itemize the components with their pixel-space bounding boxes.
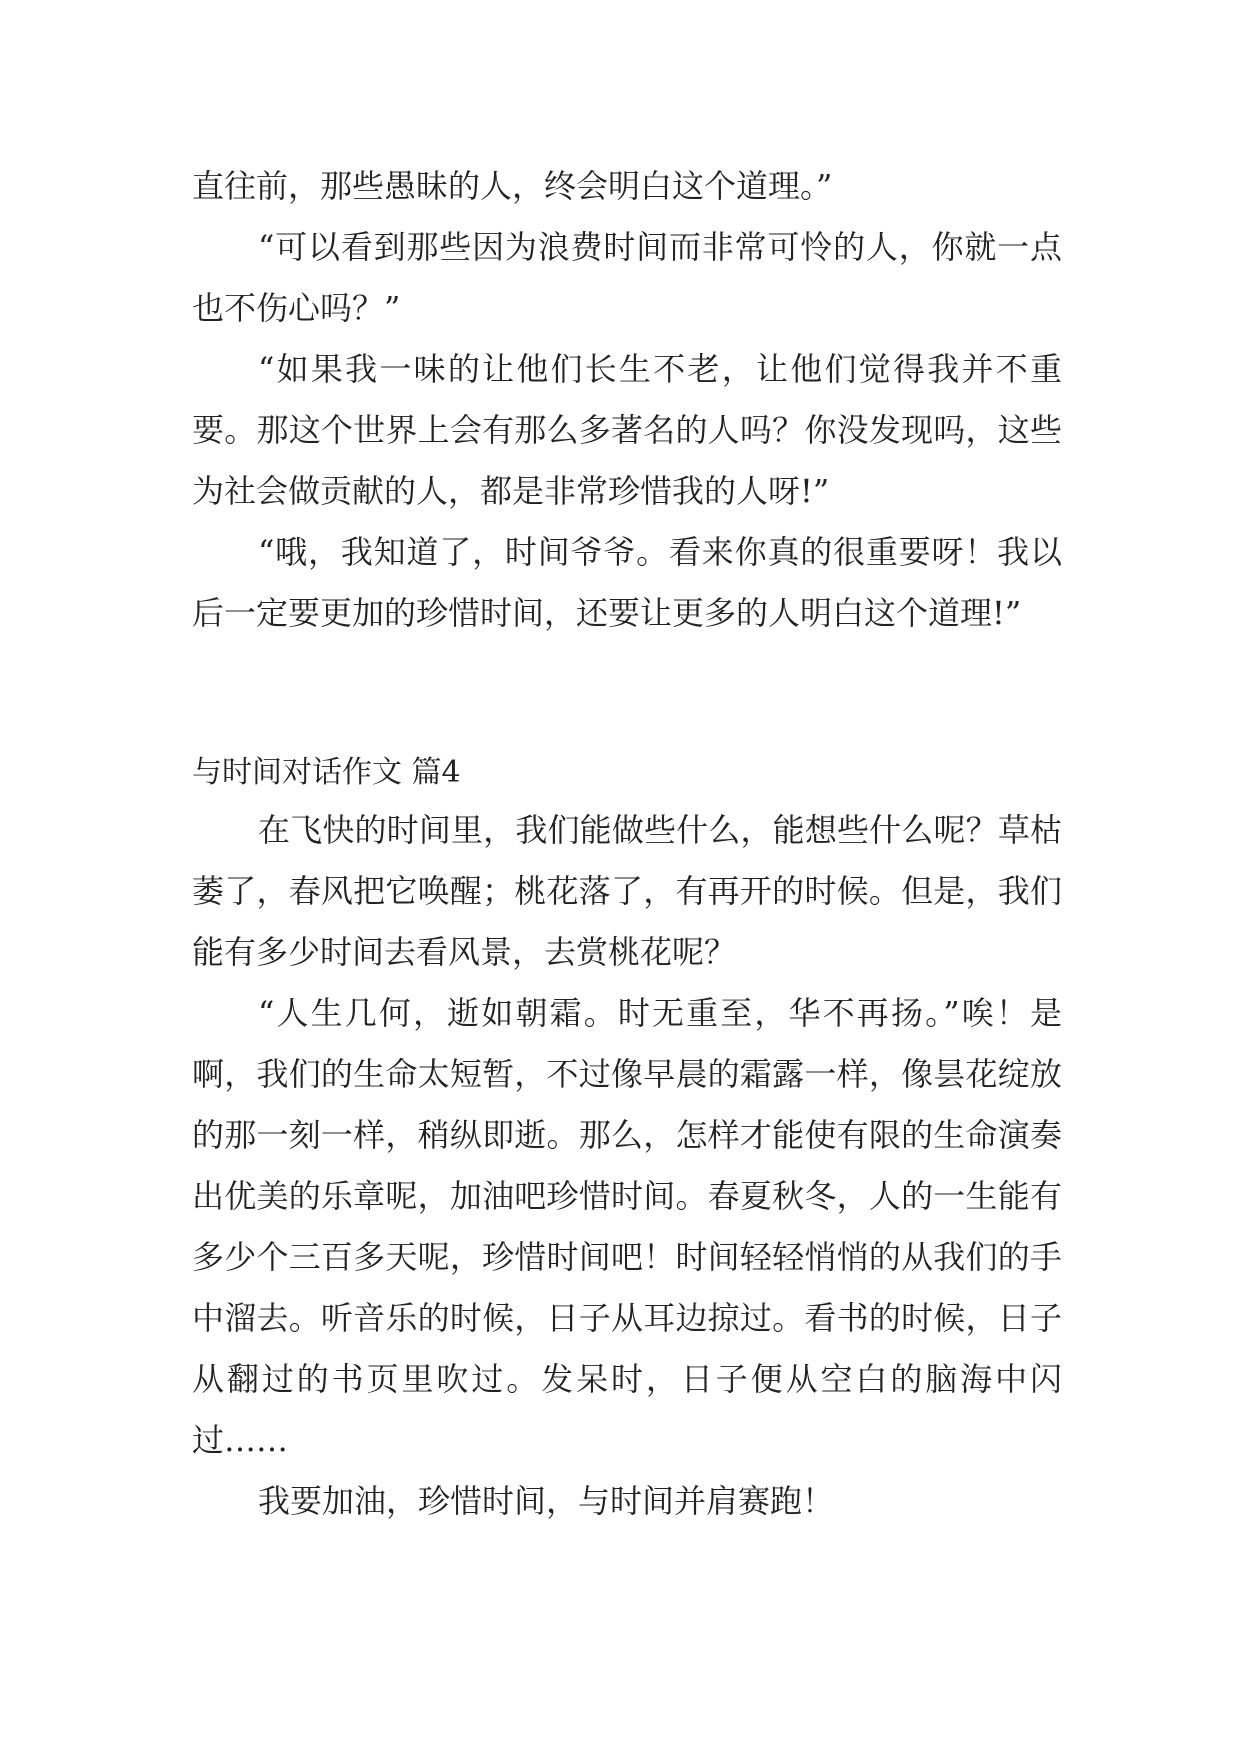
paragraph-continuation: 直往前，那些愚昧的人，终会明白这个道理。” xyxy=(192,167,833,205)
paragraph-conclusion: 我要加油，珍惜时间，与时间并肩赛跑！ xyxy=(258,1482,835,1520)
paragraph-intro: 在飞快的时间里，我们能做些什么，能想些什么呢？草枯萎了，春风把它唤醒；桃花落了，有再开的时候。但是，我们能有多少时间去看风景，去赏桃花呢？ xyxy=(192,811,1062,971)
paragraph-answer: “如果我一味的让他们长生不老，让他们觉得我并不重要。那这个世界上会有那么多著名的人吗？你没发现吗，这些为社会做贡献的人，都是非常珍惜我的人呀!” xyxy=(192,350,1062,510)
section-title: 与时间对话作文 篇4 xyxy=(192,755,461,790)
paragraph-question: “可以看到那些因为浪费时间而非常可怜的人，你就一点也不伤心吗？” xyxy=(192,228,1062,327)
paragraph-reflection: “人生几何，逝如朝霜。时无重至，华不再扬。”唉！是啊，我们的生命太短暂，不过像早晨的霜露一样，像昙花绽放的那一刻一样，稍纵即逝。那么，怎样才能使有限的生命演奏出优美的乐章呢，加油吧珍惜时间。春夏秋冬，人的一生能有多少个三百多天呢，珍惜时间吧！时间轻轻悄悄的从我们的手中溜去。听音乐的时候，日子从耳边掠过。看书的时候，日子从翻过的书页里吹过。发呆时，日子便从空白的脑海中闪过…… xyxy=(192,994,1062,1459)
paragraph-realization: “哦，我知道了，时间爷爷。看来你真的很重要呀！我以后一定要更加的珍惜时间，还要让更多的人明白这个道理!” xyxy=(192,533,1062,632)
bottom-text-block xyxy=(192,800,1062,1532)
top-text-block xyxy=(192,156,1062,644)
